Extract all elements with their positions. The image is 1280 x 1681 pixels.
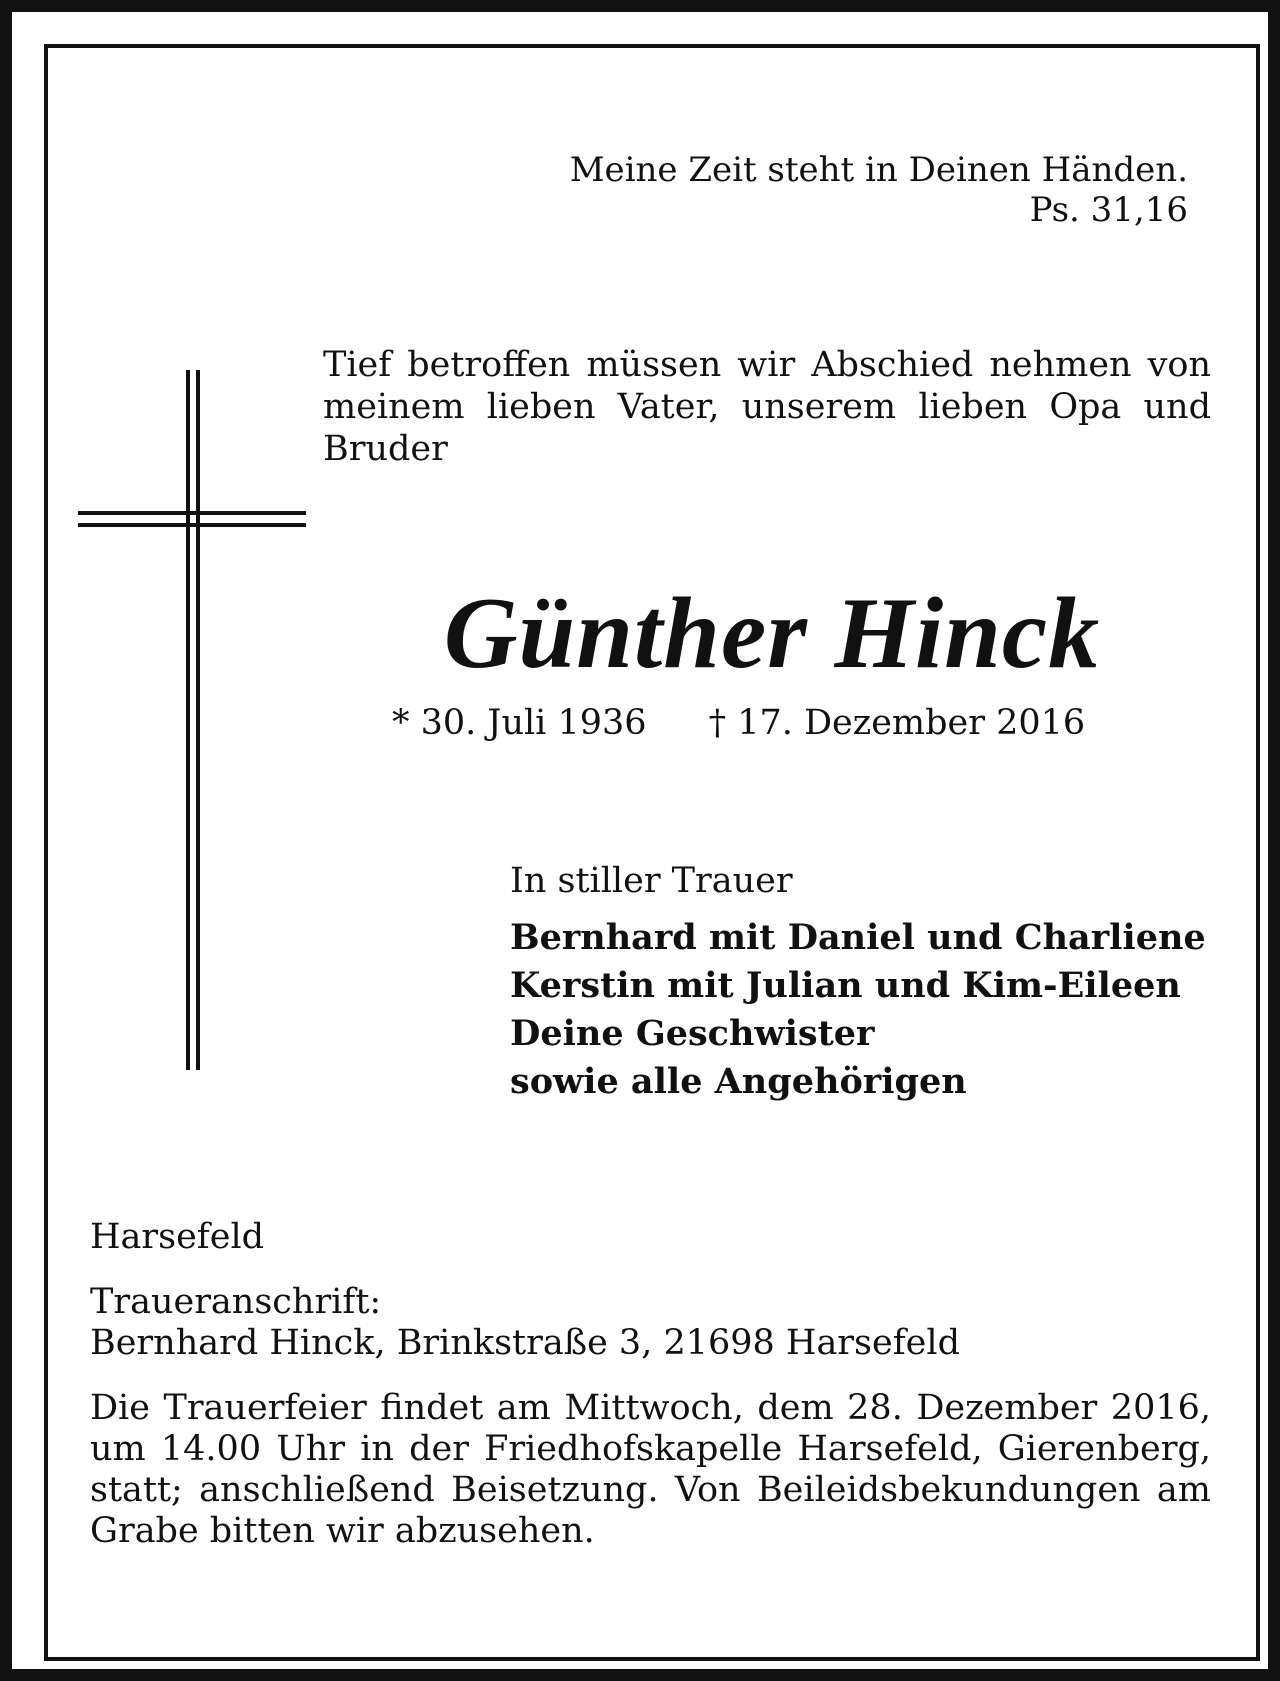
bible-quote: [570, 150, 1188, 230]
place-name: Harsefeld: [90, 1217, 265, 1257]
address-label: Traueranschrift:: [90, 1282, 382, 1322]
condolence-address: [90, 1282, 960, 1364]
mourner-line: sowie alle Angehörigen: [510, 1061, 967, 1102]
bible-quote-text: Meine Zeit steht in Deinen Händen.: [569, 150, 1188, 190]
cross-icon: [78, 370, 310, 1070]
ceremony-text: Die Trauerfeier findet am Mittwoch, dem 28. Dezember 2016, um 14.00 Uhr in der Friedhofskapelle Harsefeld, Gierenberg, statt; anschließend Beisetzung. Von Beileidsbekundungen am Grabe bitten wir abzusehen.: [90, 1388, 1211, 1551]
death-date: † 17. Dezember 2016: [708, 703, 1086, 743]
mourner-line: Kerstin mit Julian und Kim-Eileen: [510, 965, 1181, 1006]
life-dates: [392, 702, 1085, 744]
mourner-line: Deine Geschwister: [510, 1013, 875, 1054]
mourners-list: [510, 914, 1206, 1106]
bible-quote-reference: Ps. 31,16: [1029, 190, 1188, 230]
birth-date: * 30. Juli 1936: [392, 703, 647, 743]
mourning-heading: In stiller Trauer: [510, 861, 793, 901]
intro-text: Tief betroffen müssen wir Abschied nehmen von meinem lieben Vater, unserem lieben Opa und Bruder: [323, 345, 1211, 469]
address-line: Bernhard Hinck, Brinkstraße 3, 21698 Harsefeld: [90, 1323, 960, 1363]
mourner-line: Bernhard mit Daniel und Charliene: [510, 917, 1206, 958]
deceased-name: Günther Hinck: [443, 577, 1101, 690]
